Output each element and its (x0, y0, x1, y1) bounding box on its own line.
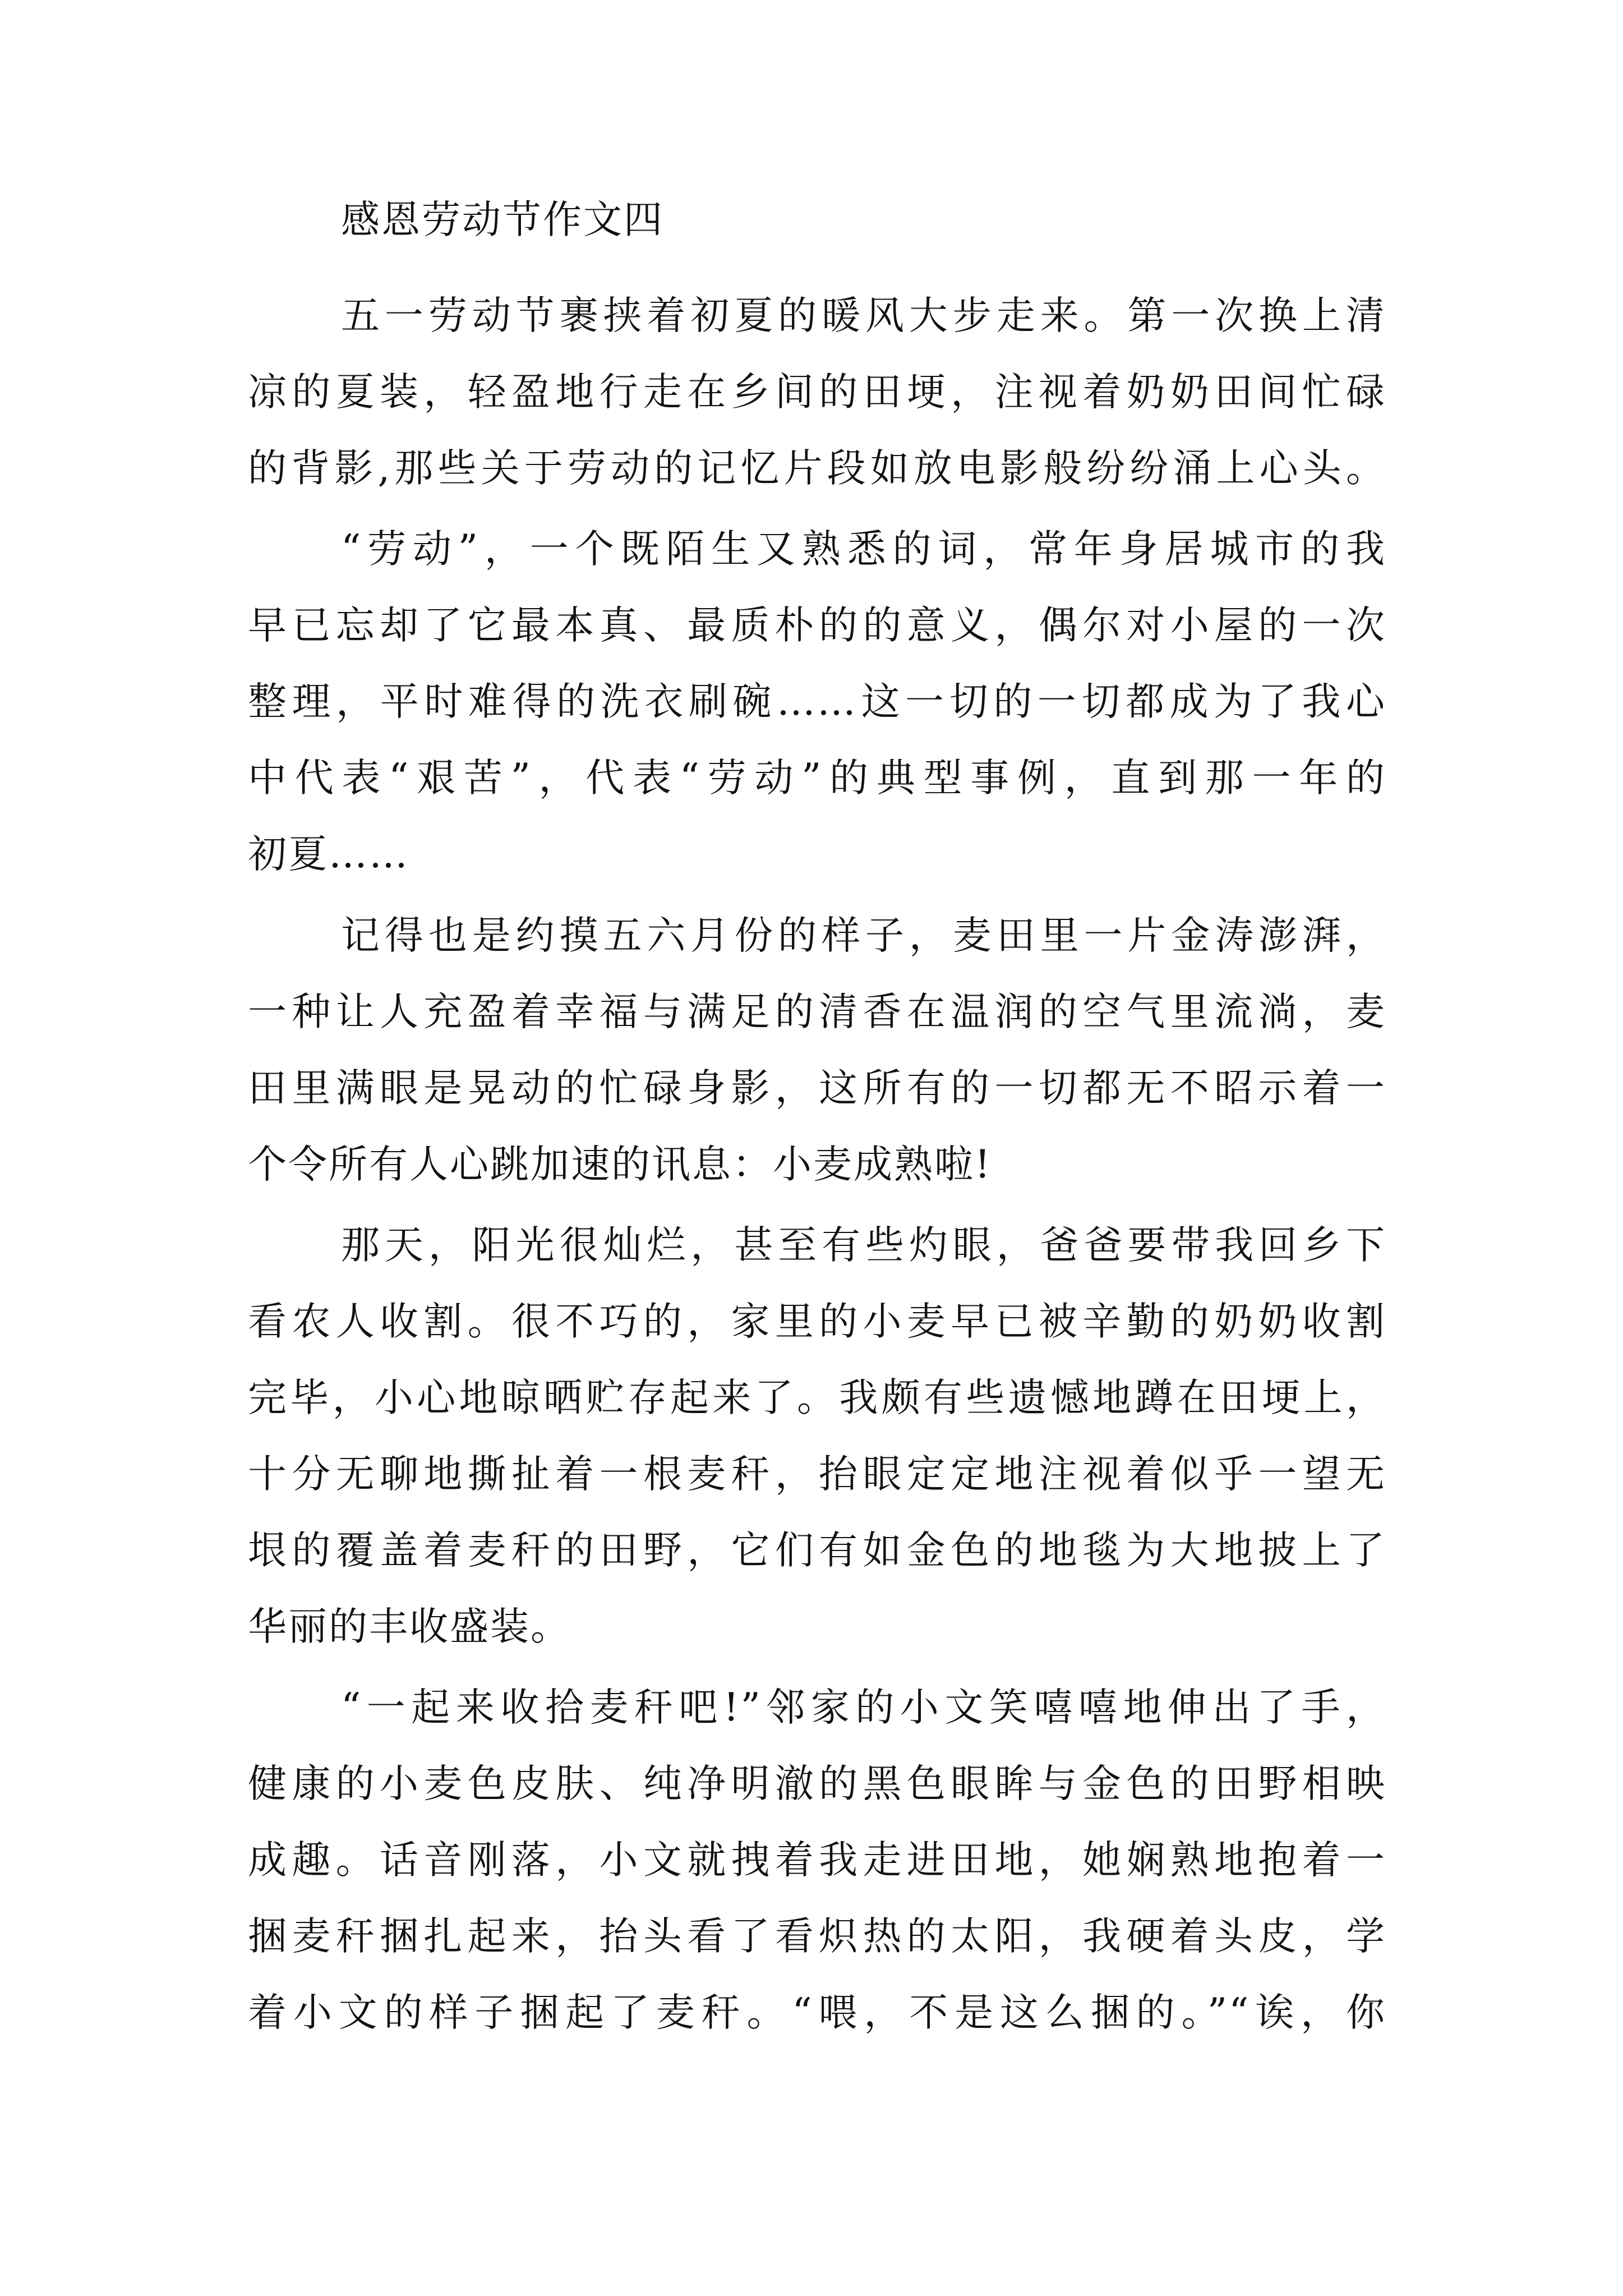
text-line: 凉的夏装，轻盈地行走在乡间的田埂，注视着奶奶田间忙碌 (248, 370, 1386, 415)
text-line: 早已忘却了它最本真、最质朴的的意义，偶尔对小屋的一次 (248, 603, 1386, 648)
text-line: “劳动”，一个既陌生又熟悉的词，常年身居城市的我 (341, 527, 1386, 572)
text-line: 记得也是约摸五六月份的样子，麦田里一片金涛澎湃， (341, 913, 1386, 958)
text-line: 初夏…… (248, 832, 409, 877)
text-line: 垠的覆盖着麦秆的田野，它们有如金色的地毯为大地披上了 (248, 1528, 1386, 1573)
text-line: 一种让人充盈着幸福与满足的清香在温润的空气里流淌，麦 (248, 990, 1386, 1034)
text-line: 十分无聊地撕扯着一根麦秆，抬眼定定地注视着似乎一望无 (248, 1452, 1386, 1497)
text-line: 完毕，小心地晾晒贮存起来了。我颇有些遗憾地蹲在田埂上， (248, 1375, 1386, 1420)
text-line: 中代表“艰苦”，代表“劳动”的典型事例，直到那一年的 (248, 756, 1386, 800)
text-line: 那天，阳光很灿烂，甚至有些灼眼，爸爸要带我回乡下 (341, 1223, 1386, 1268)
text-line: 个令所有人心跳加速的讯息：小麦成熟啦! (248, 1142, 992, 1187)
text-line: 的背影,那些关于劳动的记忆片段如放电影般纷纷涌上心头。 (248, 446, 1386, 491)
text-line: 整理，平时难得的洗衣刷碗……这一切的一切都成为了我心 (248, 679, 1386, 724)
text-line: 田里满眼是晃动的忙碌身影，这所有的一切都无不昭示着一 (248, 1066, 1386, 1111)
text-line: “一起来收拾麦秆吧!”邻家的小文笑嘻嘻地伸出了手， (341, 1685, 1386, 1730)
text-line: 着小文的样子捆起了麦秆。“喂，不是这么捆的。”“诶，你 (248, 1990, 1386, 2035)
text-line: 五一劳动节裹挟着初夏的暖风大步走来。第一次换上清 (341, 293, 1386, 338)
text-line: 成趣。话音刚落，小文就拽着我走进田地，她娴熟地抱着一 (248, 1838, 1386, 1883)
text-line: 捆麦秆捆扎起来，抬头看了看炽热的太阳，我硬着头皮，学 (248, 1914, 1386, 1959)
text-line: 华丽的丰收盛装。 (248, 1604, 571, 1649)
text-line: 看农人收割。很不巧的，家里的小麦早已被辛勤的奶奶收割 (248, 1299, 1386, 1344)
text-line: 健康的小麦色皮肤、纯净明澈的黑色眼眸与金色的田野相映 (248, 1761, 1386, 1806)
essay-title: 感恩劳动节作文四 (341, 197, 664, 242)
